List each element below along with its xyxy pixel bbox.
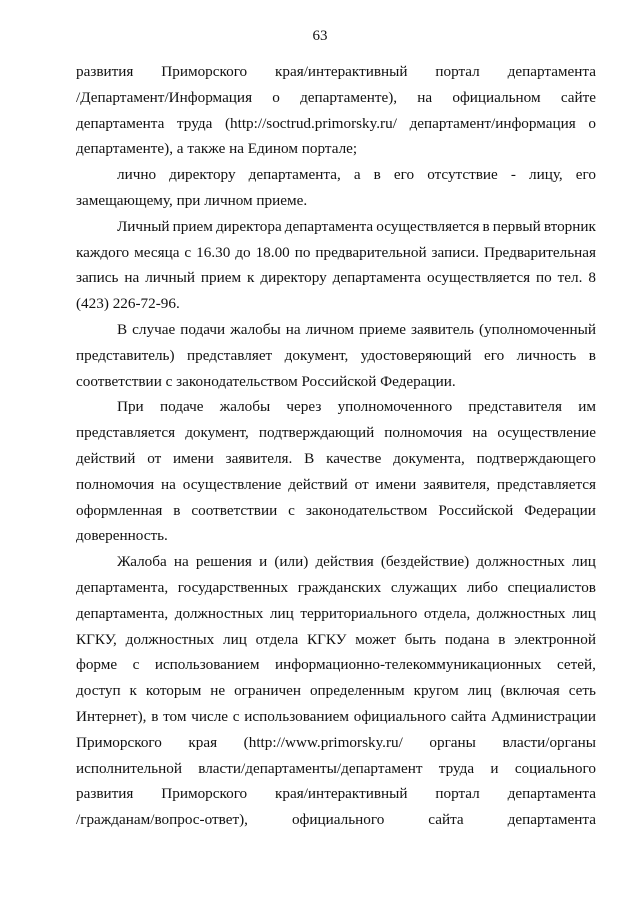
text-line: исполнительной власти/департаменты/департамент труда и социального [76, 759, 596, 777]
text-line: форме с использованием информационно-телекоммуникационных сетей, [76, 656, 596, 674]
text-line: представитель) представляет документ, удостоверяющий его личность в [76, 346, 596, 364]
text-line: департамента, государственных гражданских служащих либо специалистов [76, 578, 596, 596]
text-line: департамента труда (http://soctrud.primorsky.ru/ департамент/информация о [76, 114, 596, 132]
text-line: Приморского края (http://www.primorsky.ru/ органы власти/органы [76, 733, 596, 751]
text-line: доверенность. [76, 527, 168, 545]
text-line: департаменте), а также на Едином портале; [76, 140, 358, 158]
text-line: представляется документ, подтверждающий полномочия на осуществление [76, 424, 596, 442]
text-line: Жалоба на решения и (или) действия (бездействие) должностных лиц [117, 553, 596, 571]
text-line: лично директору департамента, а в его отсутствие - лицу, его [117, 166, 596, 184]
text-line: В случае подачи жалобы на личном приеме заявитель (уполномоченный [117, 320, 596, 338]
text-line: развития Приморского края/интерактивный портал департамента [76, 785, 596, 803]
text-line: /Департамент/Информация о департаменте), на официальном сайте [76, 88, 596, 106]
page-number: 63 [312, 28, 328, 44]
text-line: каждого месяца с 16.30 до 18.00 по предварительной записи. Предварительная [76, 243, 596, 261]
text-line: Интернет), в том числе с использованием официального сайта Администрации [76, 707, 596, 725]
text-line: При подаче жалобы через уполномоченного представителя им [117, 398, 596, 416]
text-line: КГКУ, должностных лиц отдела КГКУ может быть подана в электронной [76, 630, 596, 648]
text-line: /гражданам/вопрос-ответ), официального сайта департамента [76, 811, 596, 829]
text-line: департамента, должностных лиц территориального отдела, должностных лиц [76, 604, 596, 622]
text-line: действий от имени заявителя. В качестве документа, подтверждающего [76, 449, 596, 467]
text-line: (423) 226-72-96. [76, 295, 180, 313]
text-line: Личный прием директора департамента осуществляется в первый вторник [117, 217, 596, 235]
text-line: развития Приморского края/интерактивный портал департамента [76, 63, 596, 80]
text-line: запись на личный прием к директору департамента осуществляется по тел. 8 [76, 269, 596, 287]
text-line: полномочия на осуществление действий от имени заявителя, представляется [76, 475, 596, 493]
body-text [76, 59, 596, 833]
text-line: замещающему, при личном приеме. [76, 191, 308, 209]
text-line: оформленная в соответствии с законодательством Российской Федерации [76, 501, 596, 519]
text-line: доступ к которым не ограничен определенным кругом лиц (включая сеть [76, 682, 596, 700]
text-line: соответствии с законодательством Российской Федерации. [76, 372, 456, 390]
